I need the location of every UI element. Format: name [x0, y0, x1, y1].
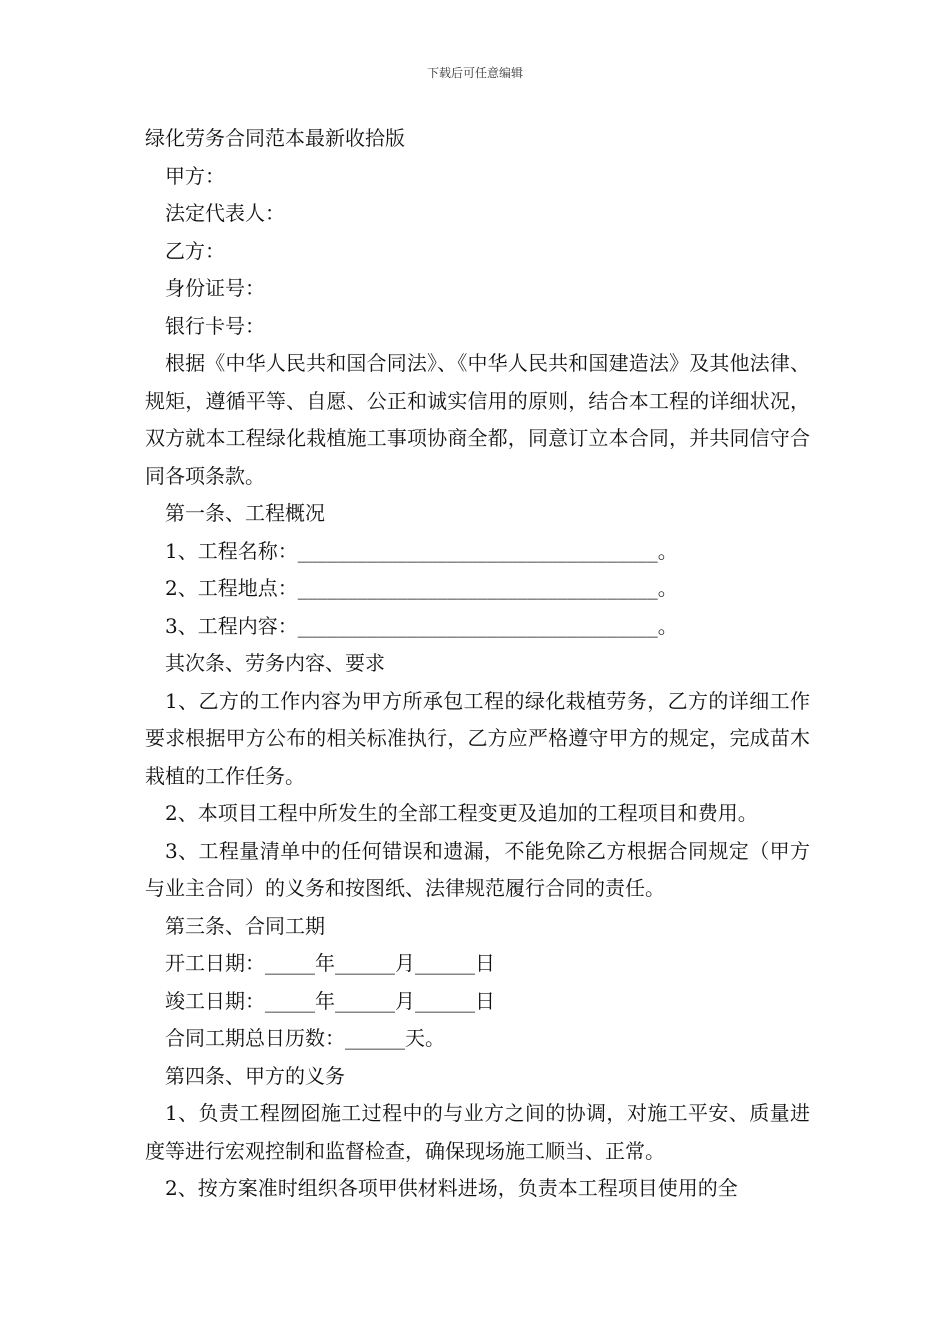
page-header-note: 下载后可任意编辑: [426, 66, 523, 80]
preamble-paragraph: 根据《中华人民共和国合同法》、《中华人民共和国建造法》及其他法律、规矩，遵循平等、自愿、公正和诚实信用的原则，结合本工程的详细状况，双方就本工程绿化栽植施工事项协商全都，同意订立本合同，并共同信守合同各项条款。: [145, 351, 810, 488]
article-2-item-3: 3、工程量清单中的任何错误和遗漏，不能免除乙方根据合同规定（甲方与业主合同）的义务和按图纸、法律规范履行合同的责任。: [145, 838, 810, 900]
article-1-item-1: 1、工程名称：____________________________________。: [165, 538, 678, 563]
article-4-item-2: 2、按方案准时组织各项甲供材料进场，负责本工程项目使用的全: [165, 1176, 738, 1200]
document-body: [145, 120, 810, 1208]
article-2-item-1: 1、乙方的工作内容为甲方所承包工程的绿化栽植劳务，乙方的详细工作要求根据甲方公布的相关标准执行，乙方应严格遵守甲方的规定，完成苗木栽植的工作任务。: [145, 688, 810, 788]
article-1-item-2: 2、工程地点：____________________________________。: [165, 576, 678, 600]
party-a-line: 甲方：: [165, 163, 225, 188]
article-1-item-3: 3、工程内容：____________________________________。: [165, 613, 678, 638]
article-4-heading: 第四条、甲方的义务: [165, 1063, 345, 1088]
article-2-heading: 其次条、劳务内容、要求: [165, 651, 385, 675]
bank-card-line: 银行卡号：: [165, 313, 265, 338]
total-days-line: 合同工期总日历数：______天。: [165, 1026, 445, 1050]
party-b-line: 乙方：: [165, 238, 225, 263]
article-1-heading: 第一条、工程概况: [165, 501, 325, 525]
article-3-heading: 第三条、合同工期: [165, 913, 325, 938]
legal-representative-line: 法定代表人：: [165, 201, 285, 225]
article-4-item-1: 1、负责工程囫囵施工过程中的与业方之间的协调，对施工平安、质量进度等进行宏观控制和监督检查，确保现场施工顺当、正常。: [145, 1101, 810, 1163]
article-2-item-2: 2、本项目工程中所发生的全部工程变更及追加的工程项目和费用。: [165, 801, 758, 825]
document-title: 绿化劳务合同范本最新收拾版: [145, 126, 405, 150]
start-date-line: 开工日期：_____年______月______日: [165, 951, 495, 975]
id-number-line: 身份证号：: [165, 276, 265, 300]
completion-date-line: 竣工日期：_____年______月______日: [165, 988, 495, 1013]
